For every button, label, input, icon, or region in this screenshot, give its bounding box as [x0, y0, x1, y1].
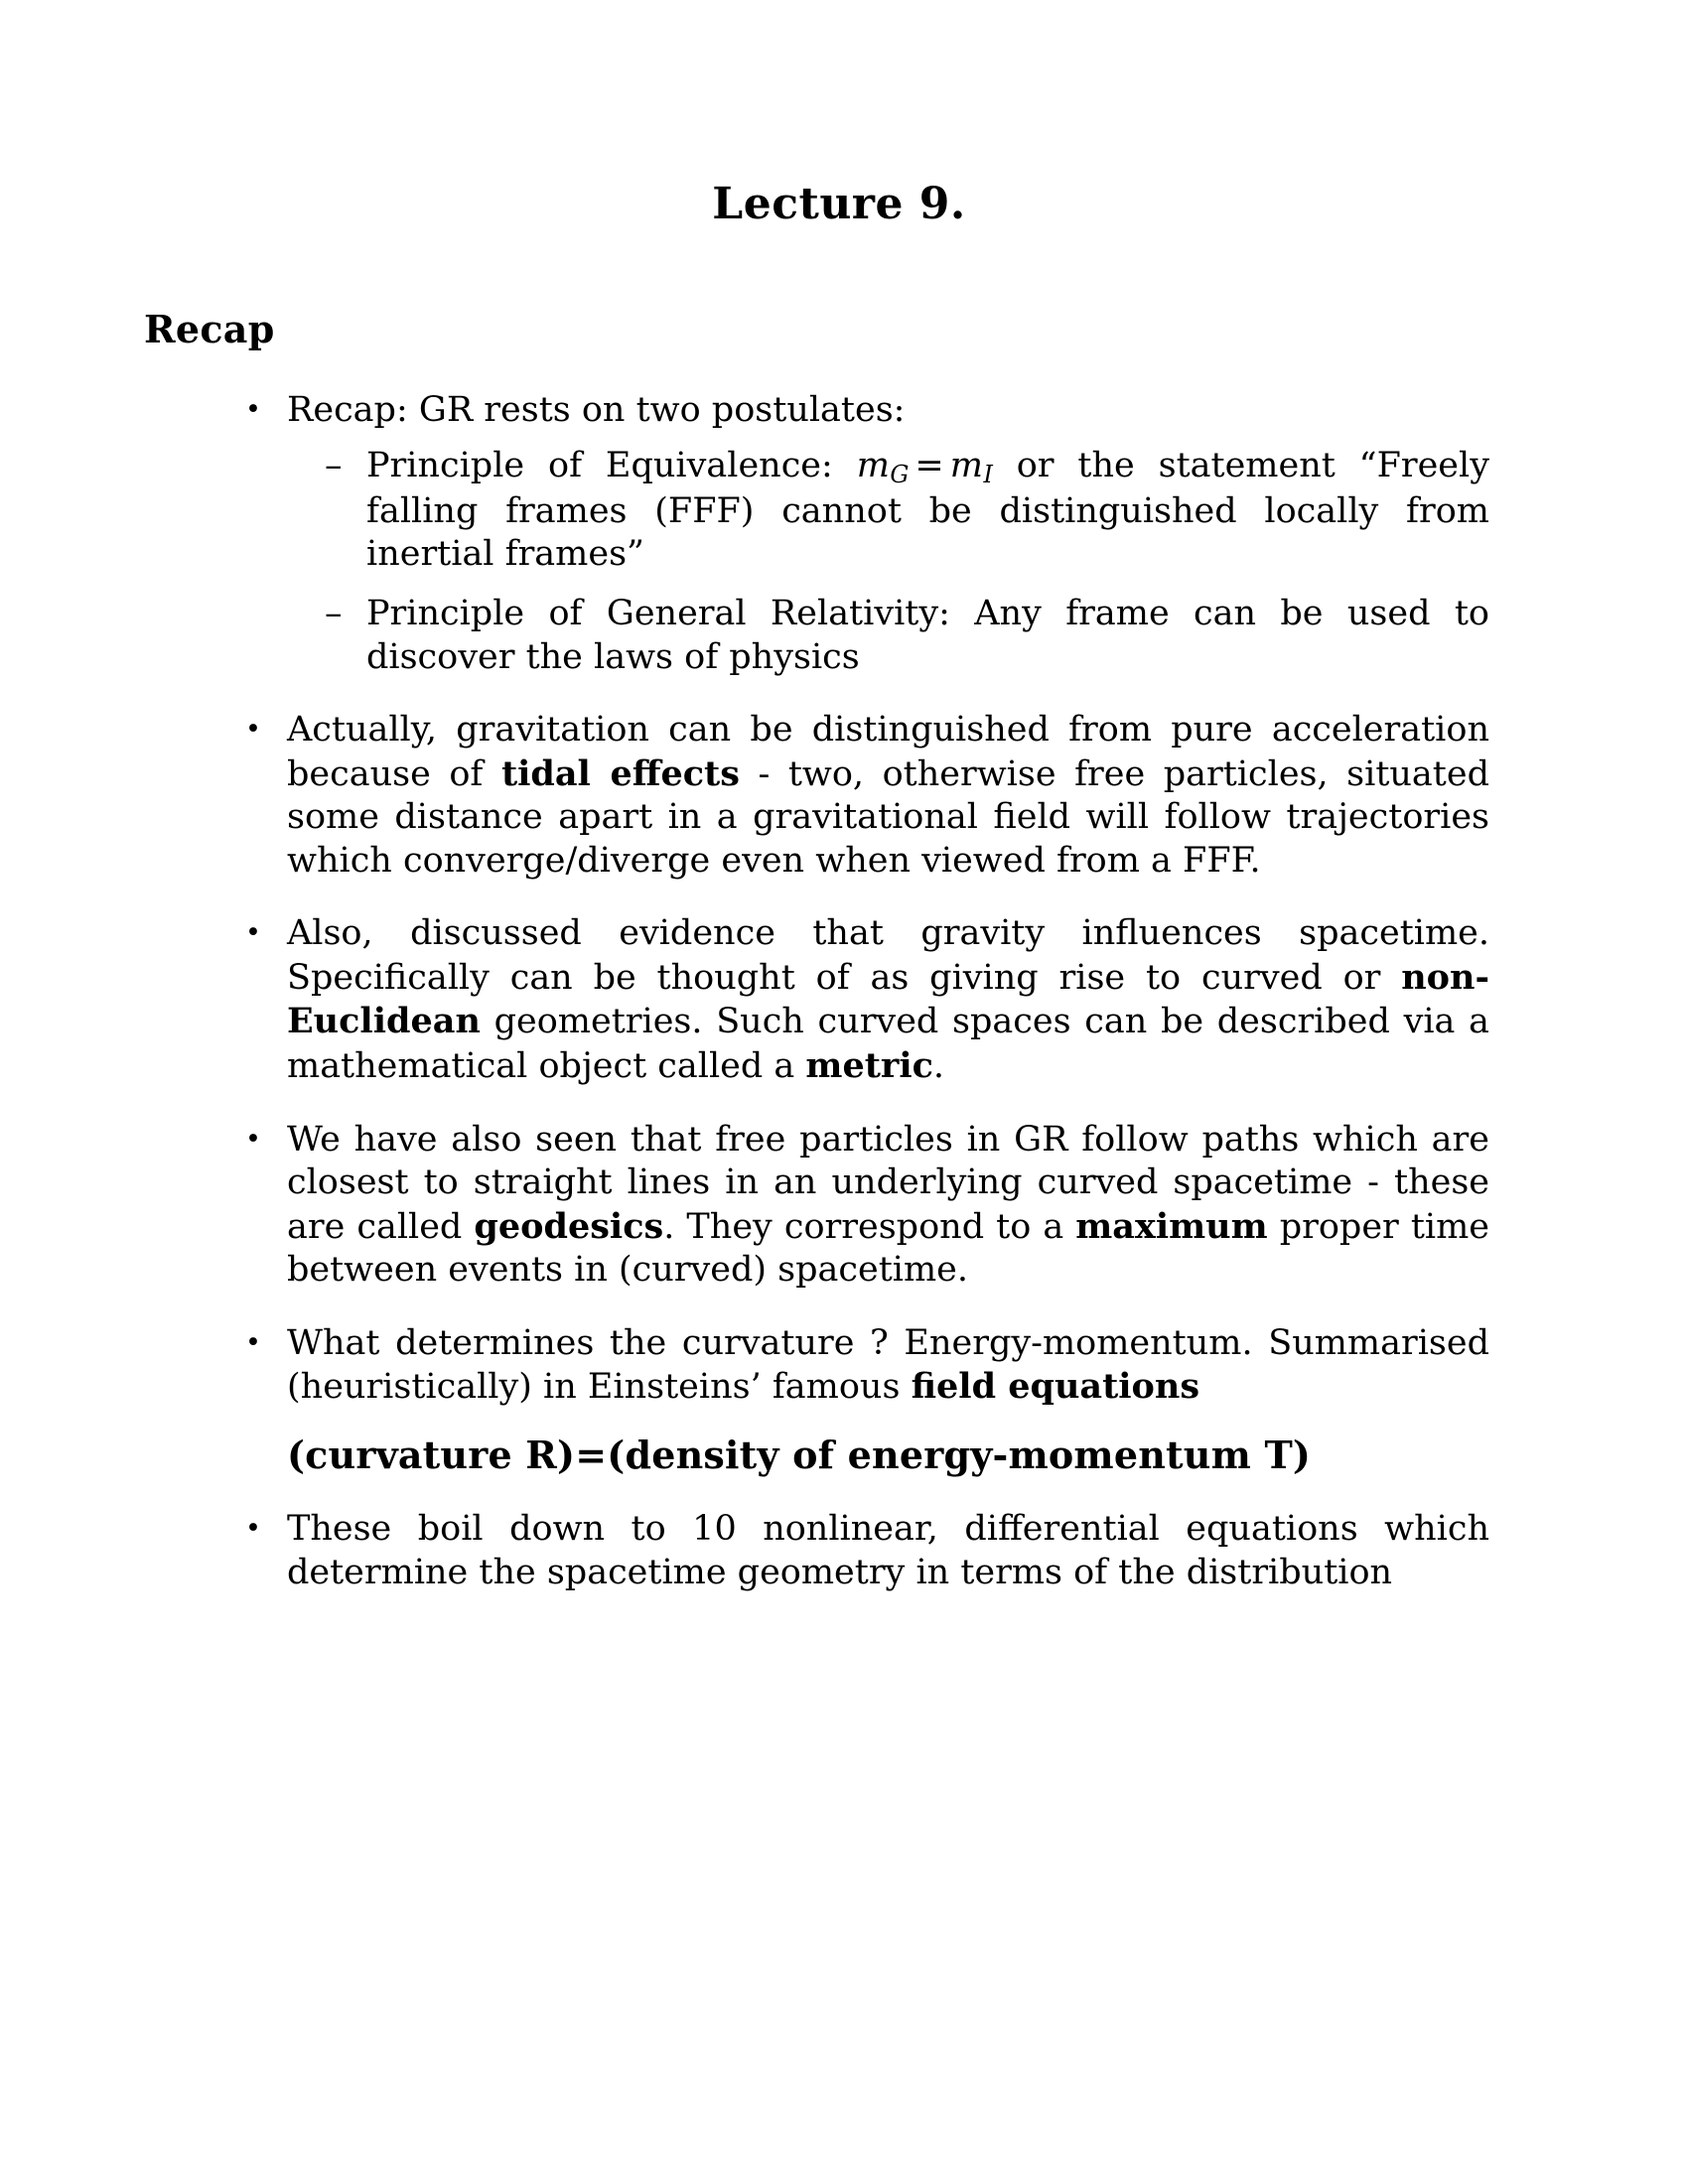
emphasis-geodesics: geodesics	[474, 1205, 664, 1247]
math-mass-gravitational: m	[856, 445, 890, 485]
list-item-text-part2: . They correspond to a	[663, 1206, 1076, 1247]
emphasis-metric: metric	[805, 1045, 933, 1087]
list-item-text-part3: .	[932, 1046, 945, 1087]
page-title: Lecture 9.	[712, 179, 966, 229]
dash-glyph: –	[325, 593, 343, 633]
sub-item-lead: Principle of Equivalence:	[366, 445, 857, 485]
list-item-geodesics	[243, 1119, 1489, 1293]
bullet-glyph: •	[245, 1123, 261, 1155]
emphasis-tidal-effects: tidal effects	[500, 752, 740, 794]
list-item-postulates	[243, 389, 1489, 679]
list-item-field-equations	[243, 1322, 1489, 1478]
list-item-tidal-effects	[243, 709, 1489, 883]
list-item-text-part2: geometries. Such curved spaces can be described via a mathematical object called a	[287, 1002, 1489, 1087]
recap-bullet-list	[189, 389, 1489, 1594]
math-subscript-g: G	[890, 461, 910, 489]
emphasis-maximum: maximum	[1075, 1205, 1268, 1247]
list-item-text-part1: We have also seen that free particles in GR follow paths which are closest to straight lines in an underlying curved spacetime - these are called	[287, 1119, 1489, 1247]
postulates-sublist	[287, 445, 1489, 680]
list-item-text-part1: Also, discussed evidence that gravity influences spacetime. Specifically can be thought of as giving rise to curved or	[287, 913, 1489, 998]
list-item-principle-of-general-relativity	[325, 593, 1489, 679]
list-item-text-part1: Actually, gravitation can be distinguished from pure acceleration because of	[287, 710, 1489, 794]
dash-glyph: –	[325, 445, 343, 485]
list-item-text: Recap: GR rests on two postulates:	[287, 390, 906, 430]
emphasis-field-equations: field equations	[911, 1366, 1200, 1408]
list-item-non-euclidean	[243, 912, 1489, 1088]
emphasis-non-euclidean: non-Euclidean	[287, 956, 1489, 1042]
list-item-text-part3: proper time between events in (curved) spacetime.	[287, 1206, 1489, 1291]
sub-item-text: Principle of General Relativity: Any frame can be used to discover the laws of physics	[366, 593, 1489, 677]
bullet-glyph: •	[245, 917, 261, 949]
math-mass-inertial: m	[949, 445, 983, 485]
bullet-glyph: •	[245, 1513, 261, 1545]
list-item-text-part1: What determines the curvature ? Energy-momentum. Summarised (heuristically) in Einsteins’ famous	[287, 1322, 1489, 1408]
bullet-glyph: •	[245, 1326, 261, 1358]
list-item-text: These boil down to 10 nonlinear, differential equations which determine the spacetime geometry in terms of the distribution	[287, 1509, 1489, 1592]
list-item-text-part2: - two, otherwise free particles, situated some distance apart in a gravitational field will follow trajectories which converge/diverge even when viewed from a FFF.	[287, 753, 1489, 881]
bullet-glyph: •	[245, 714, 261, 746]
display-equation-curvature: (curvature R)=(density of energy-momentum T)	[287, 1432, 1312, 1477]
sub-item-tail: or the statement “Freely falling frames (FFF) cannot be distinguished locally from inertial frames”	[366, 445, 1489, 575]
list-item-ten-equations	[243, 1508, 1489, 1594]
section-heading-recap: Recap	[144, 307, 275, 351]
math-subscript-i: I	[983, 461, 993, 489]
math-equals-sign: =	[914, 445, 944, 485]
list-item-principle-of-equivalence	[325, 445, 1489, 577]
bullet-glyph: •	[245, 394, 261, 425]
